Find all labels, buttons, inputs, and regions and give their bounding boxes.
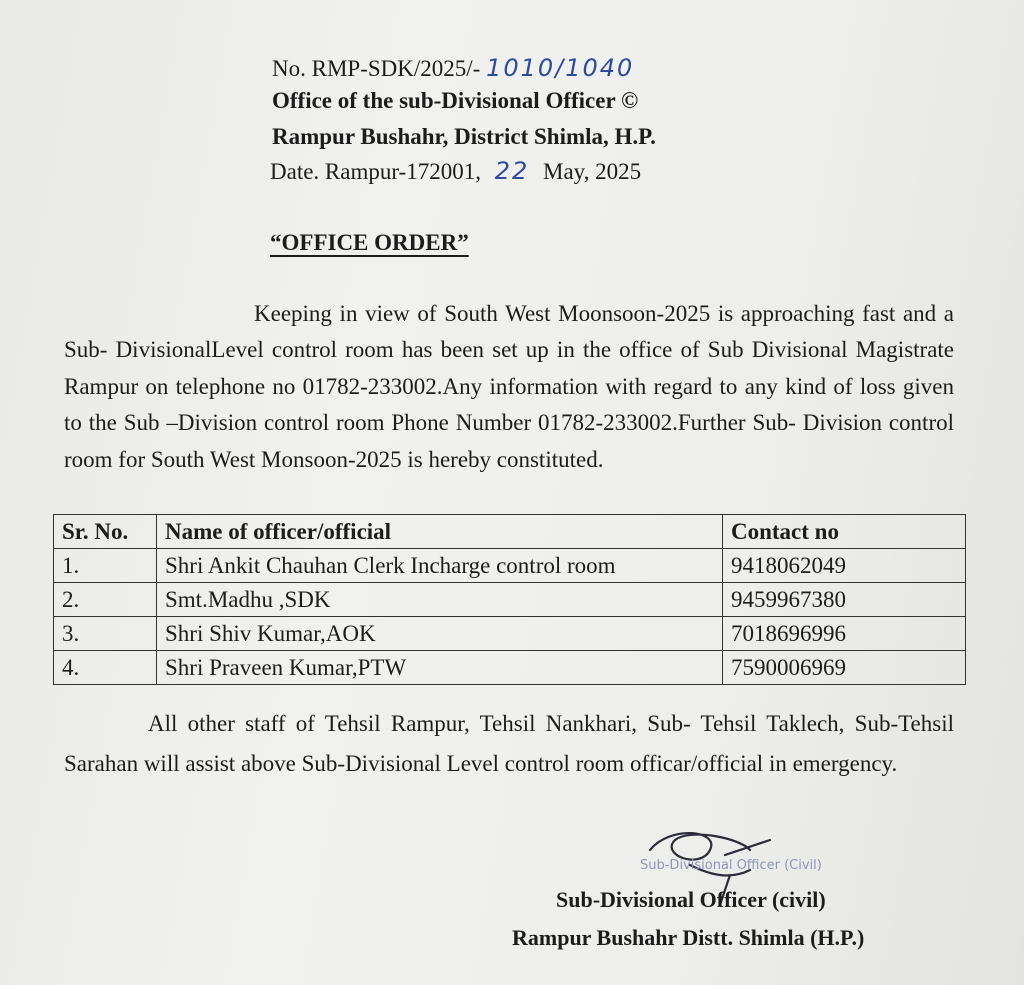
table-row [54,651,966,685]
cell-sr-no: 3. [54,617,157,651]
cell-contact: 9459967380 [723,583,966,617]
body-paragraph-1: Keeping in view of South West Moonsoon-2025 is approaching fast and a Sub- DivisionalLevel control room has been set up in the office of Sub Divisional Magistrate Rampur on telephone no 01782-233002.Any information with regard to any kind of loss given to the Sub –Division control room Phone Number 01782-233002.Further Sub- Division control room for South West Monsoon-2025 is hereby constituted. [64,301,954,472]
cell-contact: 9418062049 [723,549,966,583]
column-header-sr-no: Sr. No. [54,515,157,549]
official-stamp: Sub-Divisional Officer (Civil) [640,858,822,873]
table-row [54,583,966,617]
cell-contact: 7018696996 [723,617,966,651]
document-title: “OFFICE ORDER” [270,230,469,255]
cell-name: Shri Praveen Kumar,PTW [157,651,723,685]
cell-name: Smt.Madhu ,SDK [157,583,723,617]
cell-contact: 7590006969 [723,651,966,685]
cell-name: Shri Ankit Chauhan Clerk Incharge control room [157,549,723,583]
office-location: Rampur Bushahr, District Shimla, H.P. [272,124,656,149]
date-suffix: May, 2025 [543,159,642,184]
table-row [54,549,966,583]
signatory-designation: Sub-Divisional Officer (civil) [556,887,826,912]
table-row [54,617,966,651]
handwritten-reference: 1010/1040 [486,54,635,82]
column-header-name: Name of officer/official [157,515,723,549]
control-room-officers-table [53,514,966,685]
body-paragraph-2: All other staff of Tehsil Rampur, Tehsil Nankhari, Sub- Tehsil Taklech, Sub-Tehsil Sarahan will assist above Sub-Divisional Level control room officar/official in emergency. [64,711,954,776]
reference-number-text: No. RMP-SDK/2025/- [272,56,481,81]
cell-sr-no: 2. [54,583,157,617]
reference-number [272,54,634,82]
cell-sr-no: 1. [54,549,157,583]
order-date [270,157,641,185]
date-prefix: Date. Rampur-172001, [270,159,481,184]
column-header-contact: Contact no [723,515,966,549]
office-name: Office of the sub-Divisional Officer © [272,88,639,113]
handwritten-day: 22 [494,157,530,185]
signatory-place: Rampur Bushahr Distt. Shimla (H.P.) [512,925,865,950]
table-header-row [54,515,966,549]
cell-sr-no: 4. [54,651,157,685]
cell-name: Shri Shiv Kumar,AOK [157,617,723,651]
